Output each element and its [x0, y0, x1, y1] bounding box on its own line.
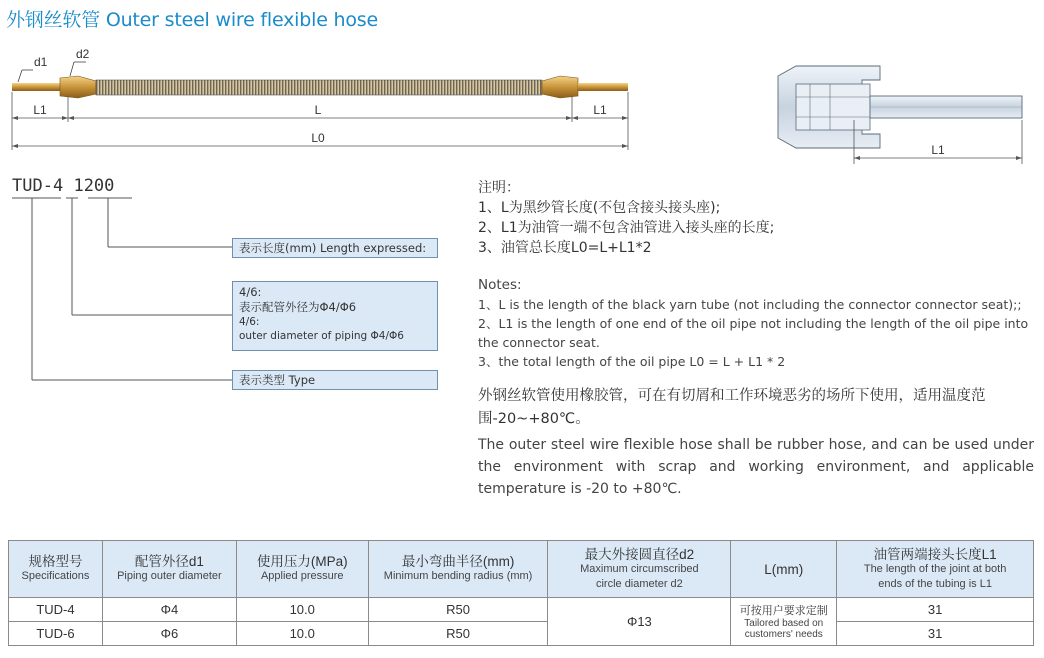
header-d2: 最大外接圆直径d2 Maximum circumscribed circle diameter d2 [548, 541, 731, 598]
diameter-callout-line2: 表示配管外径为Φ4/Φ6 [239, 300, 357, 314]
notes-en [478, 276, 1028, 371]
braided-hose [96, 80, 542, 95]
model-code-size: 4 [52, 176, 64, 196]
cell-radius: R50 [368, 598, 548, 622]
notes-cn [478, 178, 774, 258]
header-l1: 油管两端接头长度L1 The length of the joint at both ends of the tubing is L1 [837, 541, 1034, 598]
fitting-section-diagram [770, 62, 1032, 166]
cell-radius: R50 [368, 622, 548, 646]
l1-left-label: L1 [33, 103, 47, 117]
notes-cn-item: 3、油管总长度L0=L+L1*2 [478, 240, 652, 256]
cell-pressure: 10.0 [236, 598, 368, 622]
model-code-prefix: TUD- [12, 176, 53, 196]
d2-label: d2 [76, 47, 90, 61]
diameter-callout [232, 281, 438, 351]
cell-pressure: 10.0 [236, 622, 368, 646]
notes-en-item: 1、L is the length of the black yarn tube (not including the connector connector seat);; [478, 297, 1022, 312]
left-fitting [60, 76, 96, 98]
type-callout: 表示类型 Type [232, 370, 438, 390]
left-tube [12, 83, 62, 91]
diameter-callout-line4: outer diameter of piping Φ4/Φ6 [239, 330, 404, 342]
header-d1: 配管外径d1 Piping outer diameter [102, 541, 236, 598]
notes-cn-title: 注明： [478, 180, 520, 196]
cell-d1: Φ4 [102, 598, 236, 622]
notes-en-item: 3、the total length of the oil pipe L0 = L + L1 * 2 [478, 354, 786, 369]
description-en: The outer steel wire flexible hose shall be rubber hose, and can be used under the environment with scrap and working environment, and applicable temperature is -20 to +80℃. [478, 437, 1034, 497]
notes-en-title: Notes: [478, 277, 522, 293]
cell-l1: 31 [837, 598, 1034, 622]
cell-d1: Φ6 [102, 622, 236, 646]
model-code-length: 1200 [73, 176, 115, 196]
notes-cn-item: 1、L为黑纱管长度(不包含接头接头座); [478, 200, 721, 216]
diameter-callout-line3: 4/6: [239, 316, 260, 328]
cell-d2-merged: Φ13 [548, 598, 731, 646]
hose-diagram [0, 40, 640, 155]
l1-right-label: L1 [593, 103, 607, 117]
l0-label: L0 [311, 131, 325, 145]
diameter-callout-line1: 4/6: [239, 285, 262, 299]
spec-table [8, 540, 1034, 646]
notes-en-item: 2、L1 is the length of one end of the oil pipe not including the length of the oil pipe into [478, 316, 1029, 331]
table-header-row [9, 541, 1034, 598]
page-title: 外钢丝软管 Outer steel wire flexible hose [6, 9, 378, 31]
table-row [9, 598, 1034, 622]
header-pressure: 使用压力(MPa) Applied pressure [236, 541, 368, 598]
notes-en-item: the connector seat. [478, 335, 600, 350]
cell-spec: TUD-6 [9, 622, 103, 646]
cell-l-merged: 可按用户要求定制 Tailored based on customers' needs [731, 598, 837, 646]
header-l: L(mm) [731, 541, 837, 598]
table-row [9, 622, 1034, 646]
right-tube [578, 83, 628, 91]
cell-spec: TUD-4 [9, 598, 103, 622]
d1-label: d1 [34, 55, 48, 69]
model-code-leader-lines [0, 190, 240, 390]
cell-l1: 31 [837, 622, 1034, 646]
right-fitting [542, 76, 578, 98]
l1-section-label: L1 [931, 143, 945, 157]
header-radius: 最小弯曲半径(mm) Minimum bending radius (mm) [368, 541, 548, 598]
l-label: L [314, 103, 322, 117]
notes-cn-item: 2、L1为油管一端不包含油管进入接头座的长度; [478, 220, 775, 236]
description-cn: 外钢丝软管使用橡胶管，可在有切屑和工作环境恶劣的场所下使用，适用温度范围-20~+80℃。 [478, 388, 986, 427]
length-callout: 表示长度(mm) Length expressed: [232, 238, 438, 258]
header-spec: 规格型号 Specifications [9, 541, 103, 598]
